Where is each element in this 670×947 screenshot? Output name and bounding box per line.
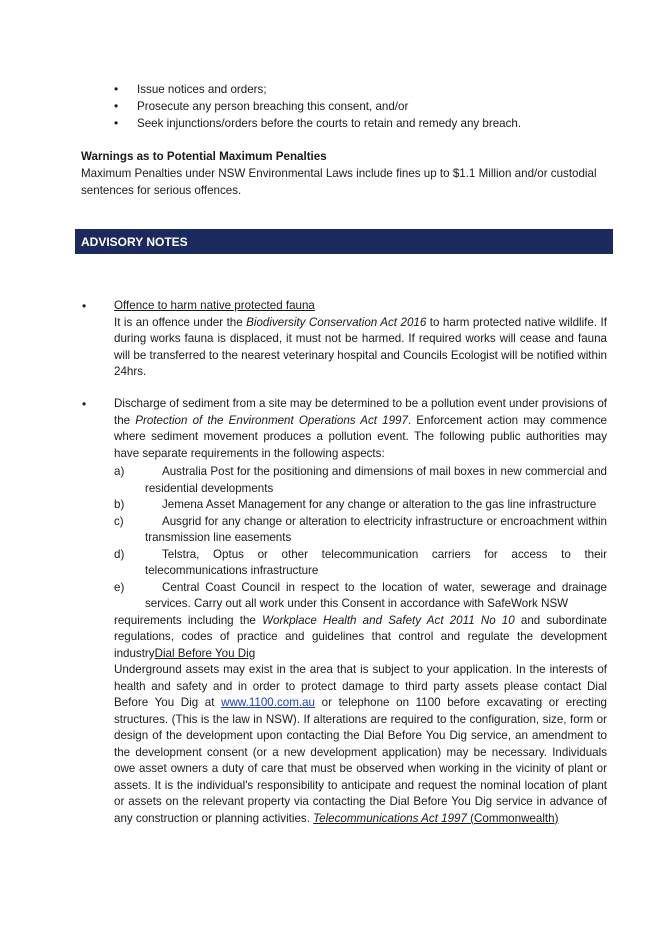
fauna-note-heading: Offence to harm native protected fauna <box>114 299 315 312</box>
fauna-note <box>114 298 607 381</box>
list-item: • Issue notices and orders; <box>114 81 521 98</box>
dial-before-you-dig-heading: Dial Before You Dig <box>154 646 256 660</box>
penalties-heading: Warnings as to Potential Maximum Penalties <box>81 150 327 163</box>
list-item: • Seek injunctions/orders before the courts to retain and remedy any breach. <box>114 115 521 132</box>
dial-before-you-dig-paragraph: Underground assets may exist in the area that is subject to your application. In the interests of health and safety and in order to protect damage to third party assets please contact Dial Before You Dig at www.1100.com.au or telephone on 1100 before excavating or erecting structures. (This is the law in NSW). If alterations are required to the configuration, size, form or design of the development upon contacting the Dial Before You Dig service, an amendment to the development consent (or a new development application) may be necessary. Individuals owe asset owners a duty of care that must be observed when working in the vicinity of plant or assets. It is the individual's responsibility to anticipate and request the nominal location of plant or assets on the relevant property via contacting the Dial Before You Dig service in advance of any construction or planning activities. Telecommunications Act 1997 (Commonwealth) <box>114 663 607 825</box>
list-item: e) Central Coast Council in respect to the location of water, sewerage and drainage services. Carry out all work under this Consent in accordance with SafeWork NSW <box>114 580 607 610</box>
sediment-note <box>114 396 607 827</box>
advisory-notes-banner: ADVISORY NOTES <box>75 229 613 254</box>
dial-before-you-dig-link[interactable]: www.1100.com.au <box>221 696 315 709</box>
authorities-list <box>114 464 607 613</box>
penalties-section <box>81 148 611 199</box>
list-item: a) Australia Post for the positioning and dimensions of mail boxes in new commercial and residential developments <box>114 465 607 495</box>
sediment-note-intro: Discharge of sediment from a site may be determined to be a pollution event under provisions of the Protection of the Environment Operations Act 1997. Enforcement action may commence where sediment movement produces a pollution event. The following public authorities may have separate requirements in the following aspects: <box>114 397 608 460</box>
list-item: • Prosecute any person breaching this consent, and/or <box>114 98 521 115</box>
list-item: d) Telstra, Optus or other telecommunication carriers for access to their telecommunications infrastructure <box>114 547 607 577</box>
bullet-marker: • <box>82 397 87 411</box>
enforcement-actions-list <box>114 81 521 132</box>
bullet-marker: • <box>82 299 87 313</box>
penalties-text: Maximum Penalties under NSW Environmental Laws include fines up to $1.1 Million and/or custodial sentences for serious offences. <box>81 167 597 197</box>
safework-paragraph: requirements including the Workplace Health and Safety Act 2011 No 10 and subordinate regulations, codes of practice and guidelines that control and regulate the development industryDial Before You Dig <box>114 613 607 660</box>
fauna-note-body: It is an offence under the Biodiversity Conservation Act 2016 to harm protected native wildlife. If during works fauna is displaced, it must not be harmed. If required works will cease and fauna will be transferred to the nearest veterinary hospital and Councils Ecologist will be notified within 24hrs. <box>114 315 607 378</box>
list-item: b) Jemena Asset Management for any change or alteration to the gas line infrastructure <box>114 498 597 511</box>
telecommunications-act: Telecommunications Act 1997 <box>313 811 467 825</box>
list-item: c) Ausgrid for any change or alteration to electricity infrastructure or encroachment within transmission line easements <box>114 514 607 544</box>
